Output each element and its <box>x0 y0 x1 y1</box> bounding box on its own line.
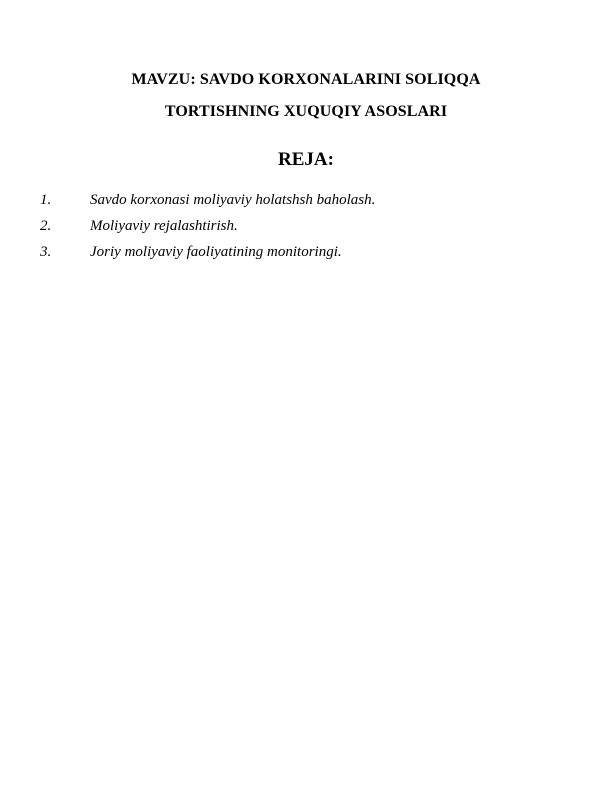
title-line-2: TORTISHNING XUQUQIY ASOSLARI <box>164 103 448 120</box>
plan-heading: REJA: <box>278 149 334 170</box>
plan-item-text: Savdo korxonasi moliyaviy holatshsh baholash. <box>90 192 376 208</box>
plan-item-2 <box>40 217 375 236</box>
plan-list <box>40 191 375 269</box>
plan-item-number: 1. <box>40 192 52 208</box>
plan-item-number: 2. <box>40 218 52 234</box>
plan-item-1 <box>40 191 375 210</box>
plan-item-text: Moliyaviy rejalashtirish. <box>90 218 238 234</box>
plan-item-number: 3. <box>40 244 52 260</box>
plan-item-3 <box>40 243 375 262</box>
title-line-1: MAVZU: SAVDO KORXONALARINI SOLIQQA <box>131 71 481 88</box>
plan-item-text: Joriy moliyaviy faoliyatining monitoringi. <box>90 244 342 260</box>
document-title <box>0 70 612 134</box>
